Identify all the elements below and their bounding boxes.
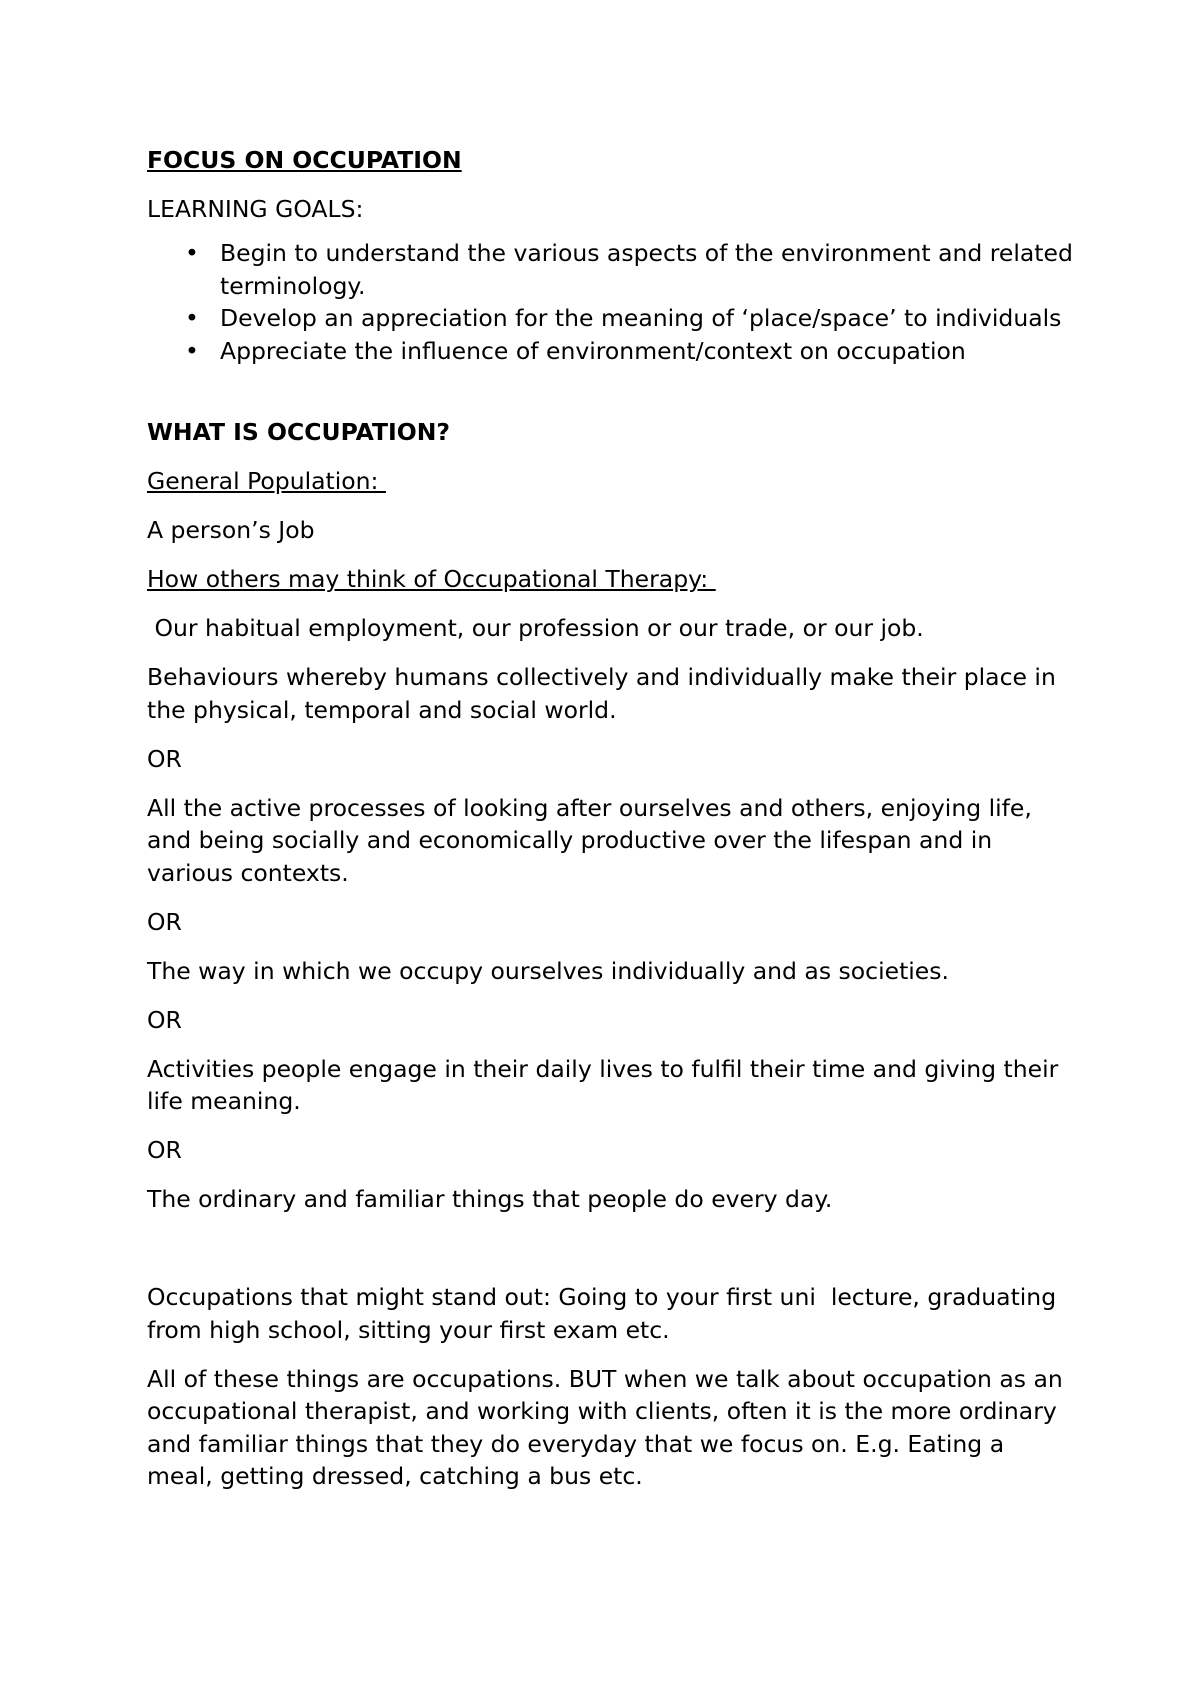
document-title: FOCUS ON OCCUPATION bbox=[147, 146, 462, 174]
spacer bbox=[147, 1232, 1077, 1281]
stand-out-paragraph: Occupations that might stand out: Going to your first uni lecture, graduating from high school, sitting your first exam etc. bbox=[147, 1283, 1064, 1344]
definition-5: Activities people engage in their daily lives to fulfil their time and giving their life meaning. bbox=[147, 1054, 1059, 1115]
goal-text: Develop an appreciation for the meaning of ‘place/space’ to individuals bbox=[220, 304, 1062, 332]
learning-goals-list bbox=[147, 237, 1077, 367]
general-population-label: General Population: bbox=[147, 467, 386, 495]
section-heading: WHAT IS OCCUPATION? bbox=[147, 418, 451, 446]
bullet-icon: • bbox=[185, 336, 199, 365]
learning-goals-label: LEARNING GOALS: bbox=[147, 194, 364, 223]
goal-text: Appreciate the influence of environment/context on occupation bbox=[220, 336, 966, 365]
list-item bbox=[147, 335, 1077, 368]
definition-4: The way in which we occupy ourselves individually and as societies. bbox=[147, 956, 949, 985]
or-separator: OR bbox=[147, 1005, 182, 1034]
others-think-label: How others may think of Occupational Therapy: bbox=[147, 565, 716, 593]
or-separator: OR bbox=[147, 744, 182, 773]
spacer bbox=[147, 367, 1077, 416]
closing-paragraph: All of these things are occupations. BUT when we talk about occupation as an occupational therapist, and working with clients, often it is the more ordinary and familiar things that they do everyday that we focus on. E.g. Eating a meal, getting dressed, catching a bus etc. bbox=[147, 1364, 1063, 1490]
or-separator: OR bbox=[147, 907, 182, 936]
bullet-icon: • bbox=[185, 239, 199, 267]
definition-6: The ordinary and familiar things that people do every day. bbox=[147, 1185, 833, 1213]
list-item bbox=[147, 237, 1077, 302]
general-population-text: A person’s Job bbox=[147, 516, 315, 544]
bullet-icon: • bbox=[185, 304, 199, 332]
or-separator: OR bbox=[147, 1136, 182, 1164]
definition-3: All the active processes of looking after ourselves and others, enjoying life, and being socially and economically productive over the lifespan and in various contexts. bbox=[147, 793, 1032, 887]
goal-text: Begin to understand the various aspects of the environment and related terminology. bbox=[220, 239, 1073, 300]
list-item bbox=[147, 302, 1077, 335]
definition-1: Our habitual employment, our profession or our trade, or our job. bbox=[147, 614, 924, 642]
definition-2: Behaviours whereby humans collectively and individually make their place in the physical, temporal and social world. bbox=[147, 663, 1056, 724]
document-body bbox=[147, 144, 1077, 1509]
